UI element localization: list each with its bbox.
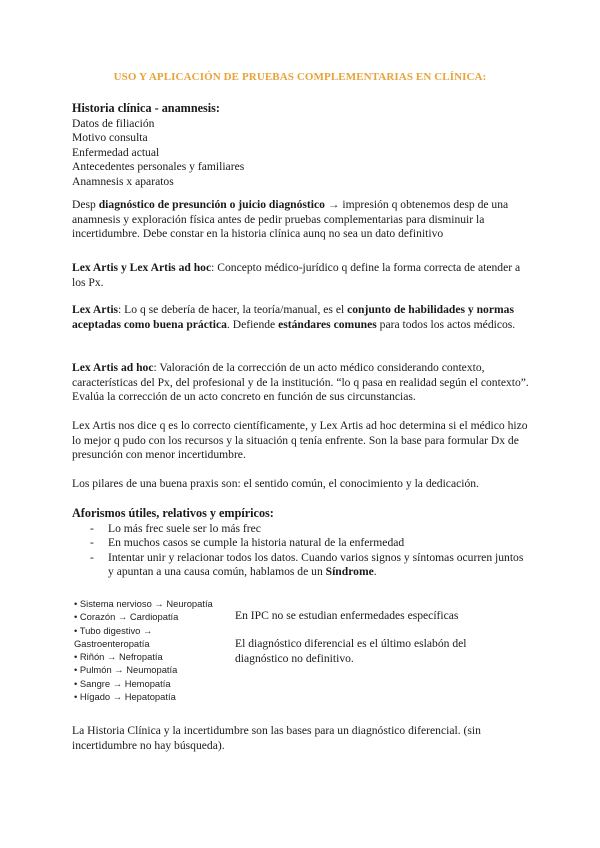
sistema-item: • Sangre → Hemopatía	[74, 677, 171, 689]
diag-post: → impresión q obtenemos desp de una anamnesis y exploración física antes de pedir pruebas complementarias para disminuir la incertidumbre. Debe constar en la historia clínica aunq no sea un dato definitivo	[72, 198, 509, 241]
sistema-item: • Tubo digestivo →	[74, 624, 153, 636]
historia-colon: :	[215, 101, 220, 115]
historia-item: Antecedentes personales y familiares	[72, 160, 245, 174]
lex3-text: : Valoración de la corrección de un acto médico considerando contexto, características del Px, del profesional y de la institución. “lo q pasa en realidad según el contexto”. Evalúa la corrección de un acto concreto en función de sus circunstancias.	[72, 361, 529, 404]
aforismos-section	[72, 506, 532, 580]
aforismo-item	[72, 551, 532, 580]
ipc-note: En IPC no se estudian enfermedades específicas	[235, 609, 459, 622]
aforismo-last-pre: Intentar unir y relacionar todos los datos. Cuando varios signos y síntomas ocurren juntos y apuntan a una causa común, hablamos de un	[108, 550, 524, 579]
lex3-bold: Lex Artis ad hoc	[72, 361, 154, 374]
lex-artis-paragraph	[72, 303, 532, 332]
diag-pre: Desp	[72, 198, 99, 211]
lex1-bold: Lex Artis y Lex Artis ad hoc	[72, 261, 212, 274]
diagnostico-paragraph	[72, 198, 532, 242]
historia-item: Motivo consulta	[72, 131, 148, 145]
aforismos-list	[72, 522, 532, 580]
historia-heading-line	[72, 101, 532, 117]
sistema-item: • Corazón → Cardiopatía	[74, 611, 179, 623]
lex2-text2: . Defiende	[226, 317, 279, 331]
lex2-text3: para todos los actos médicos.	[376, 317, 516, 331]
historia-item: Anamnesis x aparatos	[72, 174, 174, 188]
final-paragraph: La Historia Clínica y la incertidumbre son las bases para un diagnóstico diferencial. (sin incertidumbre no hay búsqueda).	[72, 724, 481, 752]
lex1-text: : Concepto médico-jurídico q define la forma correcta de atender a los Px.	[72, 261, 521, 289]
aforismos-heading-line	[72, 506, 532, 522]
sistema-item: • Riñón → Nefropatía	[74, 651, 163, 663]
aforismo-item: - Lo más frec suele ser lo más frec	[72, 522, 532, 537]
historia-item: Datos de filiación	[72, 116, 155, 130]
historia-item: Enfermedad actual	[72, 145, 160, 159]
lex2-bold2: conjunto de habilidades y normas aceptadas como buena práctica	[72, 303, 514, 331]
page-title: USO Y APLICACIÓN DE PRUEBAS COMPLEMENTARIAS EN CLÍNICA:	[113, 71, 487, 83]
lex2-bold1: Lex Artis	[72, 303, 119, 316]
historia-section	[72, 101, 532, 190]
sistema-item: • Pulmón → Neumopatía	[74, 664, 178, 676]
diferencial-note: El diagnóstico diferencial es el último eslabón del diagnóstico no definitivo.	[235, 637, 467, 665]
historia-heading: Historia clínica - anamnesis	[72, 101, 216, 115]
aforismo-item: - En muchos casos se cumple la historia natural de la enfermedad	[72, 536, 532, 551]
lex-artis-definition	[72, 261, 532, 290]
sistemas-list	[74, 597, 234, 703]
sistema-item: • Sistema nervioso → Neuropatía	[74, 598, 213, 609]
diag-bold: diagnóstico de presunción o juicio diagnóstico	[98, 198, 325, 211]
lex2-text1: : Lo q se debería de hacer, la teoría/manual, es el	[118, 303, 348, 316]
aforismos-colon: :	[269, 506, 274, 520]
aforismos-heading: Aforismos útiles, relativos y empíricos	[72, 506, 270, 520]
lex-artis-ad-hoc-paragraph	[72, 361, 532, 405]
pilares-paragraph: Los pilares de una buena praxis son: el sentido común, el conocimiento y la dedicación.	[72, 477, 479, 490]
sistema-item: Gastroenteropatía	[74, 637, 150, 649]
aforismo-last-post: .	[373, 565, 377, 579]
lex2-bold3: estándares comunes	[278, 317, 377, 331]
aforismo-sindrome: Síndrome	[325, 565, 374, 579]
sistema-item: • Hígado → Hepatopatía	[74, 691, 176, 703]
lex-artis-summary: Lex Artis nos dice q es lo correcto científicamente, y Lex Artis ad hoc determina si el médico hizo lo mejor q pudo con los recursos y la situación q tenía enfrente. Son la base para formular Dx de presunción con menor incertidumbre.	[72, 419, 528, 462]
